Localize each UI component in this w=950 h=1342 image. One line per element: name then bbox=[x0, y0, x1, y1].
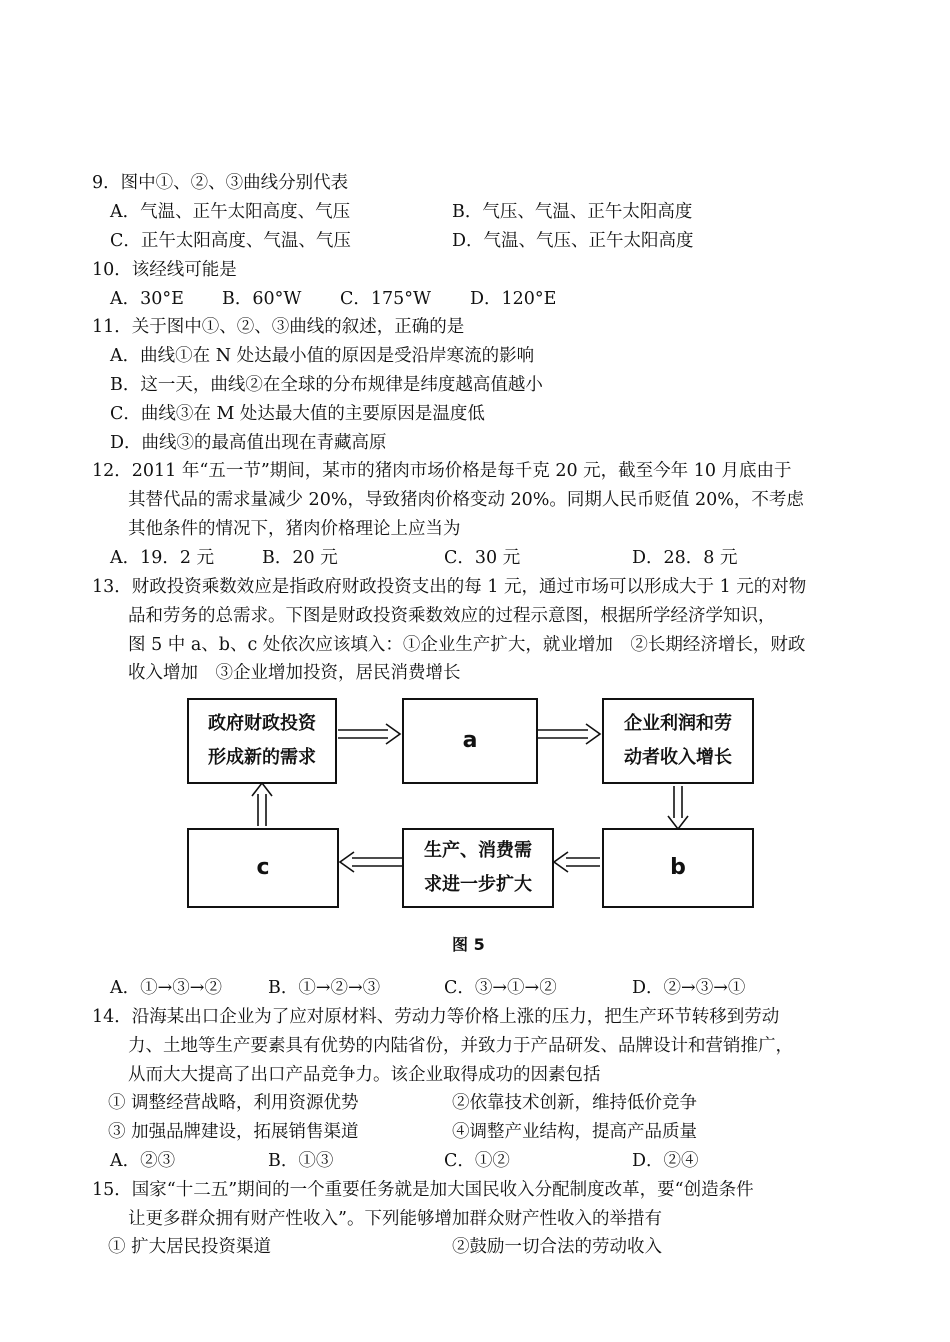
q14-option-a: A．②③ bbox=[110, 1151, 176, 1171]
flow-box-b-label: b bbox=[670, 855, 686, 880]
flow-box-a-label: a bbox=[462, 728, 478, 753]
q12-option-c: C．30 元 bbox=[444, 548, 521, 568]
arrow-box1-to-a bbox=[338, 724, 400, 744]
q14-stem-line2: 力、土地等生产要素具有优势的内陆省份，并致力于产品研发、品牌设计和营销推广， bbox=[128, 1036, 793, 1056]
q9-option-b: B．气压、气温、正午太阳高度 bbox=[452, 202, 693, 222]
q13-stem-line3: 图 5 中 a、b、c 处依次应该填入：①企业生产扩大，就业增加 ②长期经济增长，财政 bbox=[128, 635, 806, 655]
q13-option-a: A．①→③→② bbox=[110, 978, 222, 998]
q15-statement-2: ②鼓励一切合法的劳动收入 bbox=[452, 1237, 662, 1257]
flow-box-a bbox=[402, 698, 538, 784]
q14-stem-line1: 14．沿海某出口企业为了应对原材料、劳动力等价格上涨的压力，把生产环节转移到劳动 bbox=[92, 1007, 780, 1027]
q12-stem-line3: 其他条件的情况下，猪肉价格理论上应当为 bbox=[128, 519, 461, 539]
figure-5-diagram bbox=[180, 690, 760, 915]
q12-option-d: D．28．8 元 bbox=[632, 548, 738, 568]
arrow-box3-to-b bbox=[668, 786, 688, 829]
q14-option-c: C．①② bbox=[444, 1151, 510, 1171]
q14-statement-3: ③ 加强品牌建设，拓展销售渠道 bbox=[108, 1122, 359, 1142]
arrow-box5-to-c bbox=[340, 852, 402, 872]
q15-statement-1: ① 扩大居民投资渠道 bbox=[108, 1237, 272, 1257]
flow-box-c-label: c bbox=[256, 855, 270, 880]
q12-stem-line2: 其替代品的需求量减少 20%，导致猪肉价格变动 20%。同期人民币贬值 20%，不考虑 bbox=[128, 490, 804, 510]
q11-option-d: D．曲线③的最高值出现在青藏高原 bbox=[110, 433, 387, 453]
q15-stem-line1: 15．国家“十二五”期间的一个重要任务就是加大国民收入分配制度改革，要“创造条件 bbox=[92, 1180, 754, 1200]
flow-box-profit-income bbox=[602, 698, 754, 784]
flow-box-c bbox=[187, 828, 339, 908]
q13-option-b: B．①→②→③ bbox=[268, 978, 381, 998]
q11-option-c: C．曲线③在 M 处达最大值的主要原因是温度低 bbox=[110, 404, 485, 424]
q14-option-b: B．①③ bbox=[268, 1151, 334, 1171]
q13-stem-line1: 13．财政投资乘数效应是指政府财政投资支出的每 1 元，通过市场可以形成大于 1 元的对物 bbox=[92, 577, 807, 597]
flow-box-government-investment bbox=[187, 698, 337, 784]
q9-option-d: D．气温、气压、正午太阳高度 bbox=[452, 231, 694, 251]
q14-statement-1: ① 调整经营战略，利用资源优势 bbox=[108, 1093, 359, 1113]
q12-stem-line1: 12．2011 年“五一节”期间，某市的猪肉市场价格是每千克 20 元，截至今年 10 月底由于 bbox=[92, 461, 792, 481]
q13-stem-line4: 收入增加 ③企业增加投资，居民消费增长 bbox=[128, 663, 461, 683]
arrow-c-to-box1 bbox=[252, 783, 272, 826]
flow-box-profit-income-text: 企业利润和劳 动者收入增长 bbox=[624, 713, 732, 768]
q10-stem: 10．该经线可能是 bbox=[92, 260, 237, 280]
q14-statement-4: ④调整产业结构，提高产品质量 bbox=[452, 1122, 697, 1142]
q12-option-b: B．20 元 bbox=[262, 548, 338, 568]
q12-option-a: A．19．2 元 bbox=[110, 548, 215, 568]
q13-option-d: D．②→③→① bbox=[632, 978, 746, 998]
q10-option-c: C．175°W bbox=[340, 289, 432, 309]
figure-caption: 图 5 bbox=[452, 935, 485, 954]
flow-box-demand-expansion bbox=[402, 828, 554, 908]
flow-box-government-investment-text: 政府财政投资 形成新的需求 bbox=[208, 713, 316, 768]
q11-option-b: B．这一天，曲线②在全球的分布规律是纬度越高值越小 bbox=[110, 375, 543, 395]
q13-stem-line2: 品和劳务的总需求。下图是财政投资乘数效应的过程示意图，根据所学经济学知识， bbox=[128, 606, 776, 626]
arrow-b-to-box5 bbox=[554, 852, 600, 872]
q11-option-a: A．曲线①在 N 处达最小值的原因是受沿岸寒流的影响 bbox=[110, 346, 535, 366]
q10-option-a: A．30°E bbox=[110, 289, 184, 309]
q15-stem-line2: 让更多群众拥有财产性收入”。下列能够增加群众财产性收入的举措有 bbox=[128, 1209, 662, 1229]
arrow-a-to-box3 bbox=[538, 724, 600, 744]
q14-option-d: D．②④ bbox=[632, 1151, 699, 1171]
flow-box-demand-expansion-text: 生产、消费需 求进一步扩大 bbox=[424, 840, 532, 895]
q14-statement-2: ②依靠技术创新，维持低价竞争 bbox=[452, 1093, 697, 1113]
q10-option-d: D．120°E bbox=[470, 289, 557, 309]
q13-option-c: C．③→①→② bbox=[444, 978, 557, 998]
flow-box-b bbox=[602, 828, 754, 908]
q10-option-b: B．60°W bbox=[222, 289, 302, 309]
q9-stem: 9．图中①、②、③曲线分别代表 bbox=[92, 173, 349, 193]
q9-option-c: C．正午太阳高度、气温、气压 bbox=[110, 231, 351, 251]
q11-stem: 11．关于图中①、②、③曲线的叙述，正确的是 bbox=[92, 317, 465, 337]
q14-stem-line3: 从而大大提高了出口产品竞争力。该企业取得成功的因素包括 bbox=[128, 1065, 601, 1085]
q9-option-a: A．气温、正午太阳高度、气压 bbox=[110, 202, 351, 222]
